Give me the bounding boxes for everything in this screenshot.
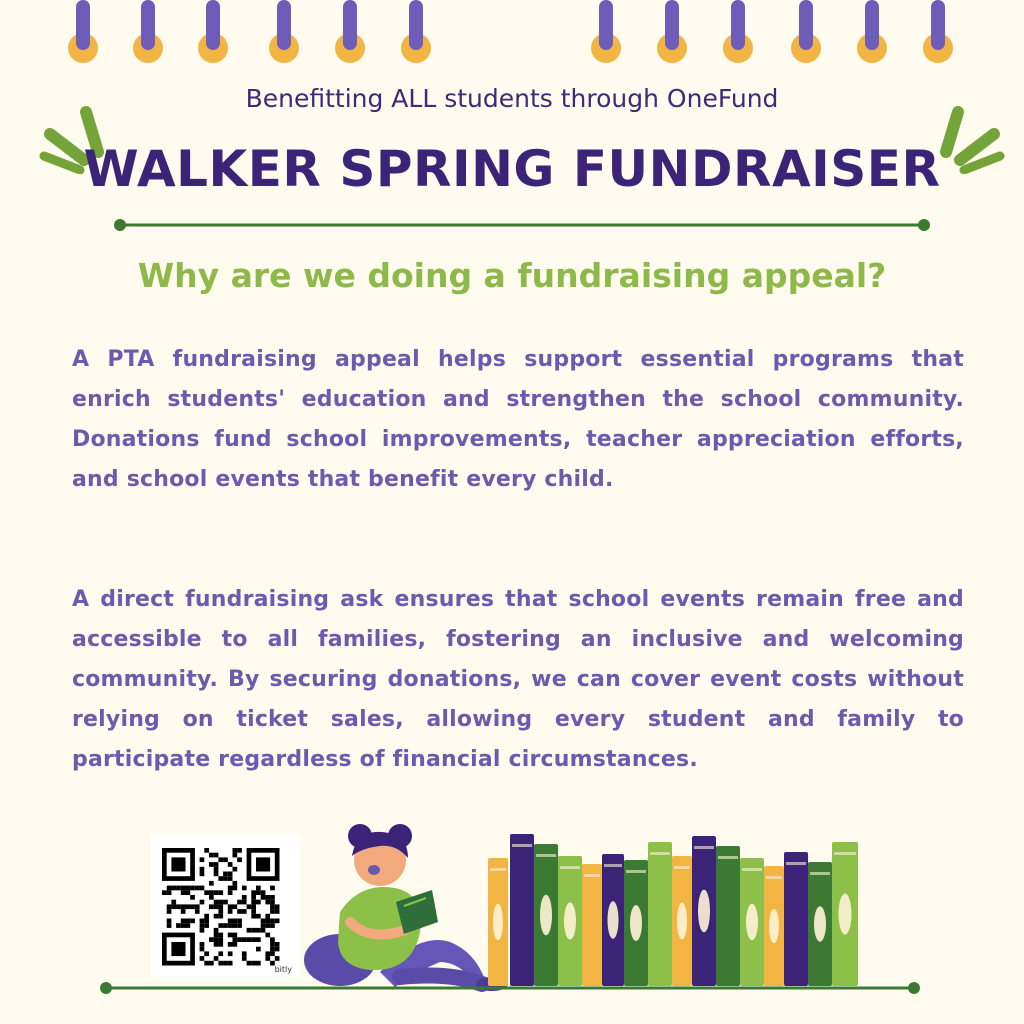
paragraph-1: A PTA fundraising appeal helps support essential programs that enrich students' education and strengthen the school community. Donations fund school improvements, teacher appreciation efforts, and school events that benefit every child. — [72, 347, 964, 492]
bookshelf-icon — [488, 834, 858, 986]
bottom-divider — [0, 978, 1024, 998]
reading-illustration — [300, 822, 880, 1002]
paragraph-2: A direct fundraising ask ensures that school events remain free and accessible to all families, fostering an inclusive and welcoming community. By securing donations, we can cover event costs without relying on ticket sales, allowing every student and family to participate regardless of financial circumstances. — [72, 587, 964, 772]
qr-code[interactable] — [150, 834, 300, 978]
flyer-subtitle: Benefitting ALL students through OneFund — [245, 84, 779, 113]
qr-code-icon — [162, 848, 288, 966]
flyer-title: WALKER SPRING FUNDRAISER — [83, 140, 941, 198]
top-divider — [0, 215, 1024, 235]
spiral-binding-icon — [0, 0, 1024, 70]
section-heading: Why are we doing a fundraising appeal? — [137, 256, 887, 295]
girl-reading-icon — [304, 824, 508, 991]
qr-brand-label: bitly — [274, 965, 292, 974]
